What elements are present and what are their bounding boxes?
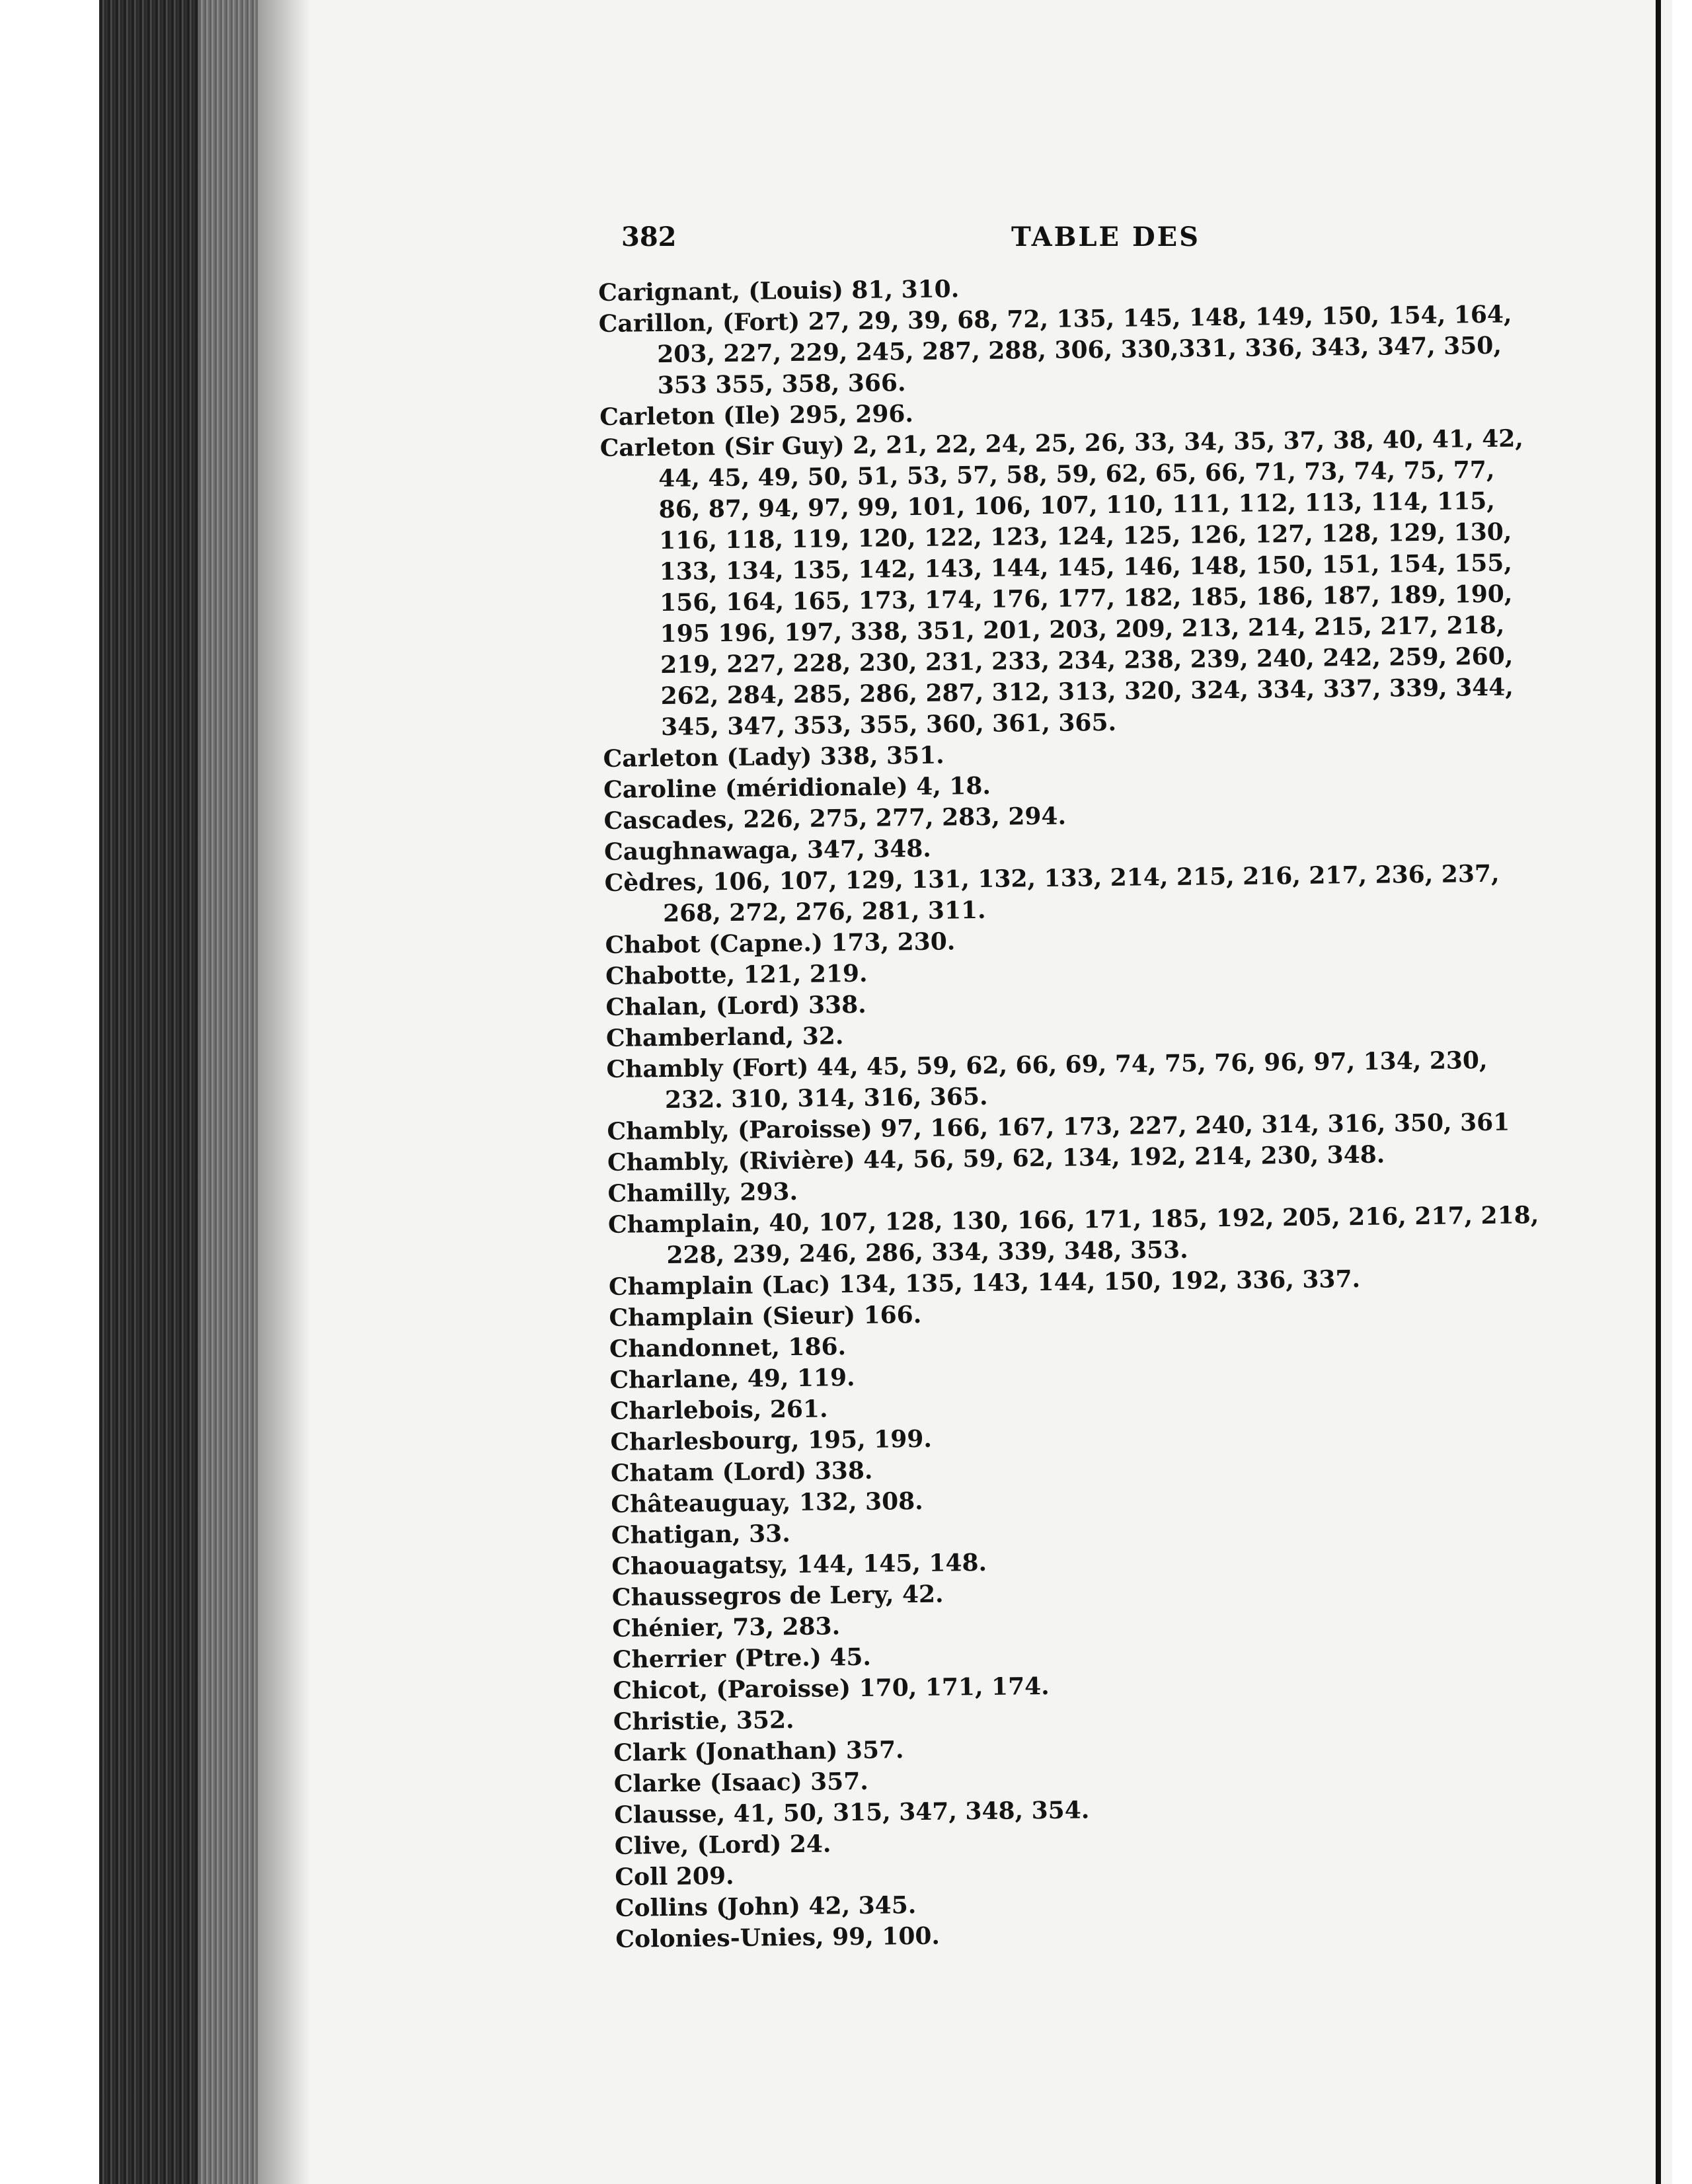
index-entry: Chabot (Capne.) 173, 230. xyxy=(605,927,956,959)
index-entry: Cèdres, 106, 107, 129, 131, 132, 133, 214, 215, 216, 217, 236, 237, 268, 272, 276, 281, 311. xyxy=(604,859,1500,928)
index-entry: Clive, (Lord) 24. xyxy=(614,1830,831,1860)
index-entry: Collins (John) 42, 345. xyxy=(615,1891,917,1922)
page-header xyxy=(621,221,1547,261)
index-entry: Clarke (Isaac) 357. xyxy=(613,1767,869,1798)
index-entry: Champlain (Lac) 134, 135, 143, 144, 150, 192, 336, 337. xyxy=(608,1265,1361,1301)
index-entry: Cherrier (Ptre.) 45. xyxy=(612,1643,872,1674)
index-entry: Colonies-Unies, 99, 100. xyxy=(615,1922,941,1953)
index-entry: Chicot, (Paroisse) 170, 171, 174. xyxy=(613,1672,1050,1705)
index-entry: Caroline (méridionale) 4, 18. xyxy=(603,771,991,804)
running-title: TABLE DES xyxy=(1011,221,1201,253)
index-entry: Carleton (Lady) 338, 351. xyxy=(603,741,944,773)
book-page-edges-inner xyxy=(198,0,258,2184)
index-entry: Châteauguay, 132, 308. xyxy=(611,1487,923,1518)
index-entry: Chatigan, 33. xyxy=(611,1520,790,1549)
index-entry: Charlebois, 261. xyxy=(609,1395,828,1425)
index-entry: Carleton (Sir Guy) 2, 21, 22, 24, 25, 26, 33, 34, 35, 37, 38, 40, 41, 42, 44, 45, 49, 50, 51, 53, 57, 58, 59, 62, 65, 66, 71, 73, 74, 75, 77, 86, 87, 94, 97, 99, 101, 106, 107, 110, 111, 112, 113, 114, 115, 116, 118, 119, 120, 122, 123, 124, 125, 126, 127, 128, 129, 130, 133, 134, 135, 142, 143, 144, 145, 146, 148, 150, 151, 154, 155, 156, 164, 165, 173, 174, 176, 177, 182, 185, 186, 187, 189, 190, 195 196, 197, 338, 351, 201, 203, 209, 213, 214, 215, 217, 218, 219, 227, 228, 230, 231, 233, 234, 238, 239, 240, 242, 259, 260, 262, 284, 285, 286, 287, 312, 313, 320, 324, 334, 337, 339, 344, 345, 347, 353, 355, 360, 361, 365. xyxy=(599,424,1524,742)
right-page-edge xyxy=(1656,0,1661,2184)
index-entry: Carignant, (Louis) 81, 310. xyxy=(598,275,960,307)
index-entry: Chambly, (Paroisse) 97, 166, 167, 173, 227, 240, 314, 316, 350, 361 xyxy=(607,1108,1510,1146)
index-entry: Chatam (Lord) 338. xyxy=(610,1456,873,1487)
index-entry: Carleton (Ile) 295, 296. xyxy=(599,400,914,431)
index-entry: Chalan, (Lord) 338. xyxy=(605,990,866,1021)
index-entries xyxy=(598,268,1554,1955)
index-entry: Chandonnet, 186. xyxy=(609,1333,847,1363)
index-entry: Carillon, (Fort) 27, 29, 39, 68, 72, 135, 145, 148, 149, 150, 154, 164, 203, 227, 229, 245, 287, 288, 306, 330,331, 336, 343, 347, 350, 353 355, 358, 366. xyxy=(598,300,1512,400)
page-number: 382 xyxy=(621,221,677,253)
index-entry: Champlain (Sieur) 166. xyxy=(609,1300,922,1332)
index-entry: Chambly, (Rivière) 44, 56, 59, 62, 134, 192, 214, 230, 348. xyxy=(607,1140,1385,1177)
index-entry: Chabotte, 121, 219. xyxy=(605,959,868,990)
index-entry: Chaussegros de Lery, 42. xyxy=(611,1580,944,1612)
gutter-shadow xyxy=(258,0,311,2184)
index-entry: Caughnawaga, 347, 348. xyxy=(603,834,932,866)
index-entry: Chamberland, 32. xyxy=(605,1022,844,1052)
index-entry: Clark (Jonathan) 357. xyxy=(613,1736,904,1767)
index-entry: Clausse, 41, 50, 315, 347, 348, 354. xyxy=(614,1796,1090,1829)
index-entry: Coll 209. xyxy=(615,1861,734,1891)
index-entry: Charlesbourg, 195, 199. xyxy=(610,1424,933,1456)
index-entry: Chénier, 73, 283. xyxy=(612,1612,841,1643)
index-entry: Chamilly, 293. xyxy=(607,1177,798,1208)
index-entry: Chambly (Fort) 44, 45, 59, 62, 66, 69, 74, 75, 76, 96, 97, 134, 230, 232. 310, 314, 316, 365. xyxy=(606,1046,1488,1114)
index-entry: Chaouagatsy, 144, 145, 148. xyxy=(611,1548,987,1580)
index-entry: Cascades, 226, 275, 277, 283, 294. xyxy=(603,802,1067,835)
index-entry: Christie, 352. xyxy=(613,1706,794,1736)
index-entry: Champlain, 40, 107, 128, 130, 166, 171, 185, 192, 205, 216, 217, 218, 228, 239, 246, 286, 334, 339, 348, 353. xyxy=(607,1201,1539,1269)
index-entry: Charlane, 49, 119. xyxy=(609,1364,855,1394)
